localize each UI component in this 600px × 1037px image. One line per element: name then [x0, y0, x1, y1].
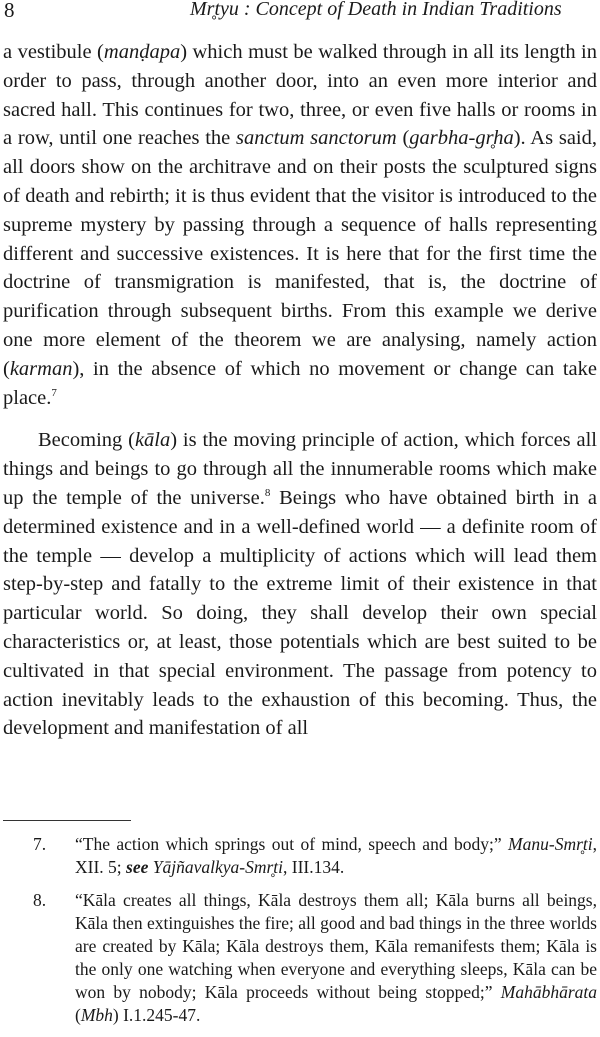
- footnote-ref: 7: [51, 386, 57, 399]
- footnote-rule: [3, 820, 131, 821]
- text-run: manḍapa: [103, 41, 181, 63]
- text-run: “Kāla creates all things, Kāla destroys them all; Kāla burns all beings, Kāla then extinguishes the fire; all good and bad things in the three worlds are created by Kāla; Kāla destroys them, Kāla remanifests them; Kāla is the only one watching when everyone and everything sleeps, Kāla can be won by nobody; Kāla proceeds without being stopped;”: [75, 890, 597, 1002]
- body-text: [3, 38, 597, 743]
- text-run: ) which must be walked through in all its length in order to pass, through another door, into an even more interior and sacred hall. This continues for two, three, or even five halls or rooms in a row, until one reaches the: [3, 41, 597, 150]
- paragraph-1: [3, 38, 597, 412]
- text-run: ). As said, all doors show on the architrave and on their posts the sculptured signs of death and rebirth; it is thus evident that the visitor is introduced to the supreme mystery by passing through a sequence of halls representing different and successive existences. It is here that for the first time the doctrine of transmigration is manifested, that is, the doctrine of purification through subsequent births. From this example we derive one more element of the theorem we are analysing, namely action (: [3, 127, 597, 380]
- text-run: ), in the absence of which no movement or change can take place.: [3, 357, 597, 409]
- text-run: garbha-gr̥ha: [409, 127, 514, 150]
- text-run: Mahābhārata: [500, 982, 597, 1002]
- footnote-ref: 8: [264, 487, 271, 500]
- footnote-number: 8.: [33, 890, 47, 910]
- footnotes: [3, 833, 597, 1037]
- text-run: a vestibule (: [3, 41, 104, 63]
- footnote-text: [75, 834, 597, 877]
- footnote-7: [3, 833, 597, 879]
- footnote-number: 7.: [33, 834, 47, 854]
- text-run: Yājñavalkya-Smr̥ti: [152, 857, 284, 877]
- text-run: Manu-Smr̥ti: [508, 834, 593, 854]
- text-run: sanctum sanctorum: [236, 127, 397, 150]
- text-run: ) I.1.245-47.: [112, 1005, 201, 1025]
- text-run: (: [396, 127, 410, 150]
- text-run: ) is the moving principle of action, which forces all things and beings to go through all the innumerable rooms which make up the temple of the universe.: [3, 429, 597, 509]
- running-head: Mr̥tyu : Concept of Death in Indian Traditions: [190, 0, 562, 20]
- text-run: “The action which springs out of mind, speech and body;”: [75, 834, 509, 854]
- text-run: kāla: [134, 429, 171, 452]
- page-header: [0, 0, 600, 30]
- text-run: Mbh: [80, 1005, 113, 1025]
- text-run: see: [126, 857, 149, 877]
- paragraph-2: [3, 426, 597, 743]
- text-run: , XII. 5;: [75, 834, 597, 877]
- page-number: 8: [4, 0, 15, 22]
- footnote-text: [75, 890, 597, 1025]
- text-run: , III.134.: [283, 857, 345, 877]
- text-run: karman: [9, 357, 73, 380]
- footnote-8: [3, 889, 597, 1027]
- text-run: Beings who have obtained birth in a determined existence and in a well-defined world — a definite room of the temple — develop a multiplicity of actions which will lead them step-by-step and fatally to the extreme limit of their existence in that particular world. So doing, they shall develop their own special characteristics or, at least, those potentials which are best suited to be cultivated in that special environment. The passage from potency to action inevitably leads to the exhaustion of this becoming. Thus, the development and manifestation of all: [3, 486, 597, 740]
- text-run: Becoming (: [38, 429, 135, 452]
- text-run: (: [75, 1005, 81, 1025]
